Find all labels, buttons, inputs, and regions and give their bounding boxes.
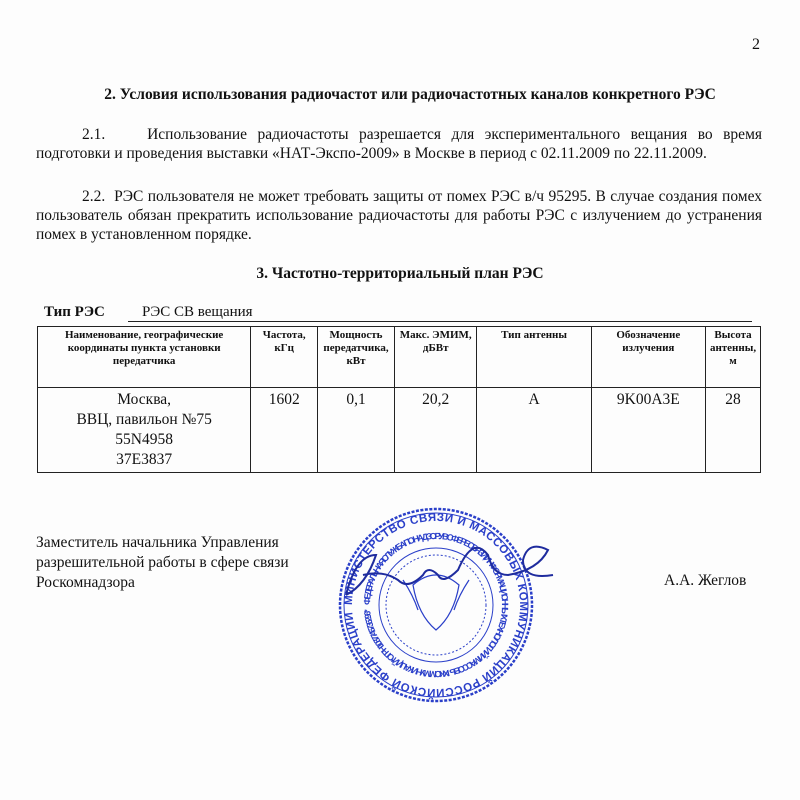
col-header: Высота антенны, м — [706, 327, 761, 388]
seal-inner-text: ФЕДЕРАЛЬНАЯ СЛУЖБА ПО НАДЗОРУ В СФЕРЕ СВЯЗИ, ИНФОРМАЦИОННЫХ ТЕХНОЛОГИЙ И МАССОВЫХ КОММУНИКАЦИЙ * ОГРН 1087746736296 * — [361, 530, 511, 680]
section-2-heading: 2. Условия использования радиочастот или радиочастотных каналов конкретного РЭС — [104, 86, 716, 103]
location-site: ВВЦ, павильон №75 — [76, 411, 212, 428]
location-lon: 37E3837 — [116, 451, 173, 468]
p1-text: Использование радиочастоты разрешается для экспериментального вещания во время подготовки и проведения выставки «НАТ-Экспо-2009» в Москве в период с 02.11.2009 по 22.11.2009. — [36, 126, 763, 162]
location-city: Москва, — [117, 391, 172, 408]
col-header: Мощность передатчика, кВт — [318, 327, 395, 388]
official-seal-stamp — [318, 505, 578, 705]
col-header: Макс. ЭМИМ, дБВт — [394, 327, 477, 388]
cell-emim: 20,2 — [394, 388, 477, 473]
col-header: Частота, кГц — [251, 327, 318, 388]
cell-frequency: 1602 — [251, 388, 318, 473]
signatory-name: А.А. Жеглов — [664, 572, 747, 589]
position-line: Заместитель начальника Управления — [36, 534, 279, 551]
paragraph-2-2 — [36, 187, 762, 244]
p2-text: РЭС пользователя не может требовать защиты от помех РЭС в/ч 95295. В случае создания помех пользователь обязан прекратить использование радиочастоты для работы РЭС с излучением до устранения помех в установленном порядке. — [36, 188, 763, 243]
res-type-label: Тип РЭС — [44, 304, 105, 320]
cell-antenna-type: A — [477, 388, 591, 473]
table-header-row — [38, 327, 761, 388]
res-type-value: РЭС СВ вещания — [142, 304, 253, 320]
cell-power: 0,1 — [318, 388, 395, 473]
section-3-heading: 3. Частотно-территориальный план РЭС — [256, 265, 544, 282]
col-header: Тип антенны — [477, 327, 591, 388]
p1-number: 2.1. — [82, 126, 106, 143]
position-line: разрешительной работы в сфере связи — [36, 554, 289, 571]
paragraph-2-1 — [36, 125, 762, 163]
col-header: Обозначение излучения — [591, 327, 705, 388]
signatory-position — [36, 533, 289, 593]
col-header: Наименование, географические координаты пункта установки передатчика — [38, 327, 251, 388]
position-line: Роскомнадзора — [36, 574, 135, 591]
frequency-plan-table — [37, 326, 761, 473]
cell-location — [38, 388, 251, 473]
table-row — [38, 388, 761, 473]
underline — [128, 321, 752, 322]
cell-emission: 9K00A3E — [591, 388, 705, 473]
page-number: 2 — [752, 36, 760, 53]
cell-height: 28 — [706, 388, 761, 473]
seal-outer-text: МИНИСТЕРСТВО СВЯЗИ И МАССОВЫХ КОММУНИКАЦИЙ РОССИЙСКОЙ ФЕДЕРАЦИИ — [342, 511, 530, 699]
p2-number: 2.2. — [82, 188, 106, 205]
location-lat: 55N4958 — [115, 431, 173, 448]
